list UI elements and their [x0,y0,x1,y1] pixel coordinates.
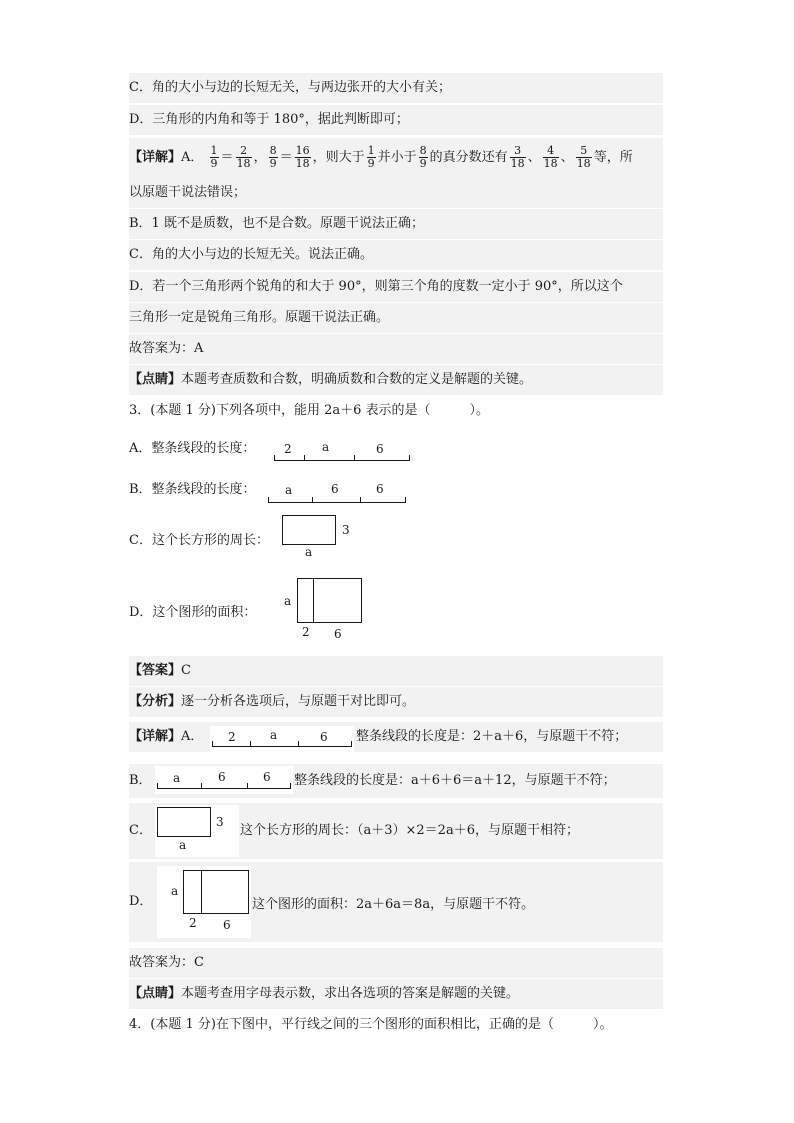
option-d: D．这个图形的面积： [129,605,257,620]
segment-label: 6 [331,482,339,496]
text-line-d1: D．三角形的内角和等于 180°，据此判断即可； [129,105,663,135]
segment-label: a [322,440,330,454]
width-label-6: 6 [223,918,231,932]
explain-a-text: 整条线段的长度是：2＋a＋6，与原题干不符； [356,729,628,744]
analysis-line: 【分析】逐一分析各选项后，与原题干对比即可。 [129,687,663,717]
text-line-d2b: 三角形一定是锐角三角形。原题干说法正确。 [129,303,663,333]
rectangle-figure-c [282,515,354,563]
explain-c-text: 这个长方形的周长：（a＋3）×2＝2a＋6，与原题干相符； [240,823,579,838]
explain-b: B． [129,764,663,798]
rectangle [157,807,211,837]
segment-line [274,460,410,461]
segment-label: 2 [284,442,292,456]
option-a: A．整条线段的长度： [129,441,256,456]
segment-figure-b [268,482,406,504]
rectangle [282,515,336,545]
composite-figure-d [282,578,366,644]
question-3: 3．(本题 1 分)下列各项中，能用 2a＋6 表示的是（ ）。 [129,403,490,418]
detail-line-a: 【详解】A． $\frac{1}{9}$ ＝ $\frac{2}{18}$ ， $\frac{8}{9}$ ＝ $\frac{16}{18}$ ，则大于 $\frac{1}{9}$ 并小于 $\frac{8}{9}$ 的真分数还有 $\frac{3}{18}$ 、 $\frac{4}{18}$ 、 $\frac{5}{18}$ 等，所 [129,138,663,178]
width-label-2: 2 [189,916,197,930]
explain-d-text: 这个图形的面积：2a＋6a＝8a，与原题干不符。 [252,897,535,912]
segment-tick [360,497,361,503]
segment-line [157,788,291,789]
rectangle-figure-c-small [155,805,239,857]
height-label: a [171,884,179,898]
option-c: C．这个长方形的周长： [129,533,269,548]
text-line-answer1: 故答案为：A [129,334,663,364]
segment-figure-b-small [155,766,293,794]
text-line-d2a: D．若一个三角形两个锐角的和大于 90°，则第三个角的度数一定小于 90°，所以这个 [129,272,663,302]
explain-d: D． [129,862,663,942]
segment-figure-a [274,440,410,462]
segment-tick [247,783,248,789]
text-line-c1: C．角的大小与边的长短无关，与两边张开的大小有关； [129,73,663,103]
segment-tick [290,783,291,789]
fraction: $\frac{8}{9}$ [269,144,277,170]
fraction: $\frac{4}{18}$ [543,144,558,170]
option-b: B．整条线段的长度： [129,482,256,497]
divider-line [313,578,314,623]
segment-tick [157,783,158,789]
text-line-detail-end: 以原题干说法错误； [129,178,663,208]
segment-label: 6 [263,770,271,784]
segment-tick [201,783,202,789]
explain-b-text: 整条线段的长度是：a＋6＋6＝a＋12，与原题干不符； [294,773,616,788]
segment-tick [268,497,269,503]
explain-c: C． [129,803,663,859]
segment-tick [304,455,305,461]
segment-label: a [173,771,181,785]
fraction: $\frac{1}{9}$ [367,144,375,170]
side-label: 3 [342,523,350,537]
fraction: $\frac{5}{18}$ [576,144,591,170]
answer-line: 【答案】C [129,656,663,686]
bottom-label: a [305,545,313,559]
segment-label: 6 [376,442,384,456]
segment-tick [312,497,313,503]
segment-tick [405,497,406,503]
segment-tick [351,741,352,747]
outer-rectangle [297,578,362,623]
segment-tick [354,455,355,461]
segment-line [212,746,352,747]
segment-label: 6 [320,730,328,744]
composite-figure-d-small [157,866,251,938]
comment-line-1: 【点睛】本题考查质数和合数，明确质数和合数的定义是解题的关键。 [129,365,663,395]
text-line-b1: B．1 既不是质数，也不是合数。原题干说法正确； [129,209,663,239]
explain-a: 【详解】A． [129,722,663,752]
segment-label: a [285,483,293,497]
width-label-6: 6 [334,627,342,641]
bottom-label: a [179,838,187,852]
fraction: $\frac{1}{9}$ [210,144,218,170]
segment-tick [409,455,410,461]
segment-figure-a-small [210,726,354,752]
segment-tick [298,741,299,747]
divider-line [201,870,202,914]
fraction: $\frac{2}{18}$ [236,144,251,170]
text-line-c2: C．角的大小与边的长短无关。说法正确。 [129,240,663,270]
side-label: 3 [216,815,224,829]
segment-label: 6 [376,482,384,496]
fraction: $\frac{3}{18}$ [510,144,525,170]
comment-line-3: 【点睛】本题考查用字母表示数，求出各选项的答案是解题的关键。 [129,979,663,1009]
fraction: $\frac{16}{18}$ [295,144,310,170]
segment-tick [250,741,251,747]
segment-tick [274,455,275,461]
segment-label: 6 [218,770,226,784]
segment-tick [212,741,213,747]
segment-line [268,502,406,503]
segment-label: a [270,728,278,742]
detail-tag: 【详解】 [129,150,182,165]
outer-rectangle [183,870,249,914]
segment-label: 2 [228,730,236,744]
fraction: $\frac{8}{9}$ [419,144,427,170]
question-4: 4．(本题 1 分)在下图中，平行线之间的三个图形的面积相比，正确的是（ ）。 [129,1017,613,1032]
height-label: a [284,594,292,608]
width-label-2: 2 [302,625,310,639]
text-line-answer3: 故答案为：C [129,948,663,978]
